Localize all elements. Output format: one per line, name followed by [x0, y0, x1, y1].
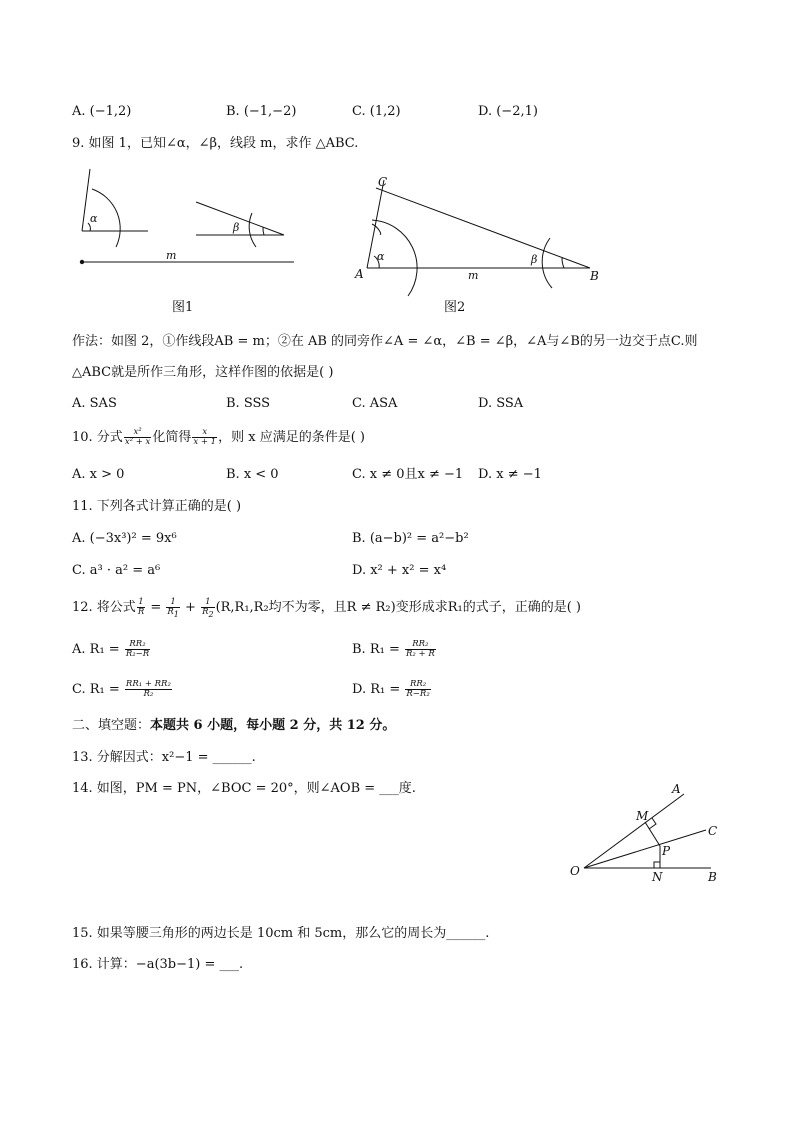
fig1-m-label: m — [166, 249, 177, 262]
q16: 16. 计算：−a(3b−1) = ___. — [72, 957, 244, 972]
q10-stem — [72, 428, 365, 447]
q10-suffix: ，则 x 应满足的条件是( ) — [218, 430, 365, 445]
fig1-alpha-label: α — [90, 212, 98, 225]
q12-frac-1-over-R1: $\frac{1}{R_1}$ — [167, 597, 179, 619]
q12-prefix: 12. 将公式 — [72, 600, 136, 615]
q10-option-c: C. x ≠ 0且x ≠ −1 — [352, 467, 464, 482]
q12-option-b: B. R₁ = $\frac{\text{RR₂}}{\text{R₂ + R}}$ — [352, 639, 435, 659]
q11-option-b: B. (a−b)² = a²−b² — [352, 531, 469, 546]
fig2-A-label: A — [355, 267, 364, 281]
q12-option-a: A. R₁ = $\frac{\text{RR₂}}{\text{R₂−R}}$ — [72, 639, 150, 659]
fig2-beta-label: β — [531, 253, 538, 266]
q10-option-b: B. x < 0 — [226, 467, 279, 482]
q12-option-c: C. R₁ = $\frac{\text{RR₁ + RR₂}}{\text{R₂}}$ — [72, 679, 171, 699]
section-2-header — [72, 718, 395, 734]
q14-A-label: A — [672, 782, 681, 796]
q11-option-a: A. (−3x³)² = 9x⁶ — [72, 531, 177, 546]
q14-B-label: B — [708, 870, 717, 884]
q9-method-line1: 作法：如图 2，①作线段AB = m；②在 AB 的同旁作∠A = ∠α，∠B = ∠β，∠A与∠B的另一边交于点C.则 — [72, 334, 698, 349]
figure-2-triangle — [350, 172, 610, 292]
q13: 13. 分解因式：x²−1 = ______. — [72, 750, 256, 765]
q9-stem: 9. 如图 1，已知∠α，∠β，线段 m，求作 △ABC. — [72, 136, 359, 151]
section-2-title: 二、填空题： — [72, 718, 151, 733]
q14-O-label: O — [570, 864, 580, 878]
q11-option-d: D. x² + x² = x⁴ — [352, 563, 447, 578]
q9-option-a: A. SAS — [72, 396, 117, 411]
q14-M-label: M — [636, 809, 649, 823]
q10-fraction-1: $\frac{\text{x²}}{\text{x² + x}}$ — [124, 427, 151, 447]
q14-figure — [566, 780, 736, 890]
fig2-alpha-label: α — [377, 250, 385, 263]
fig2-m-label: m — [468, 269, 479, 282]
q10-option-d: D. x ≠ −1 — [478, 467, 542, 482]
q9-option-d: D. SSA — [478, 396, 524, 411]
q8-option-c: C. (1,2) — [352, 104, 401, 119]
q10-middle: 化简得 — [152, 430, 192, 445]
figure-2-caption: 图2 — [444, 300, 466, 315]
fig2-C-label: C — [378, 175, 388, 189]
q9-method-line2: △ABC就是所作三角形，这样作图的依据是( ) — [72, 365, 334, 380]
q12-option-d: D. R₁ = $\frac{\text{RR₂}}{\text{R−R₂}}$ — [352, 679, 430, 699]
figure-1-angles — [70, 165, 310, 275]
q11-option-c: C. a³ · a² = a⁶ — [72, 563, 161, 578]
fig2-B-label: B — [590, 269, 599, 283]
fig1-beta-label: β — [233, 221, 240, 234]
q10-option-a: A. x > 0 — [72, 467, 125, 482]
q12-stem: 12. 将公式 $\frac{1}{R}$ = $\frac{1}{R_1}$ + $\frac{1}{R_2}$ (R,R₁,R₂均不为零，且R ≠ R₂)变形成求R₁的式子，正确的是( ) — [72, 597, 581, 619]
q10-fraction-2: $\frac{x}{x + 1}$ — [193, 427, 217, 447]
q15: 15. 如果等腰三角形的两边长是 10cm 和 5cm，那么它的周长为______. — [72, 926, 490, 941]
q12-formula-tail: (R,R₁,R₂均不为零，且R ≠ R₂)变形成求R₁的式子，正确的是( ) — [215, 600, 581, 615]
q12-frac-1-over-R2: $\frac{1}{R_2}$ — [202, 597, 214, 619]
q14-P-label: P — [662, 844, 671, 858]
q8-option-b: B. (−1,−2) — [226, 104, 297, 119]
q14-N-label: N — [652, 870, 663, 884]
section-2-desc: 本题共 6 小题，每小题 2 分，共 12 分。 — [150, 718, 396, 733]
q9-option-c: C. ASA — [352, 396, 398, 411]
q9-option-b: B. SSS — [226, 396, 271, 411]
q11-stem: 11. 下列各式计算正确的是( ) — [72, 499, 242, 514]
q12-frac-1-over-R: $\frac{1}{R}$ — [137, 597, 145, 617]
q8-option-d: D. (−2,1) — [478, 104, 538, 119]
q10-prefix: 10. 分式 — [72, 430, 123, 445]
figure-1-caption: 图1 — [172, 300, 194, 315]
q14-C-label: C — [708, 824, 718, 838]
q14-stem: 14. 如图，PM = PN，∠BOC = 20°，则∠AOB = ___度. — [72, 781, 416, 796]
q8-option-a: A. (−1,2) — [72, 104, 132, 119]
